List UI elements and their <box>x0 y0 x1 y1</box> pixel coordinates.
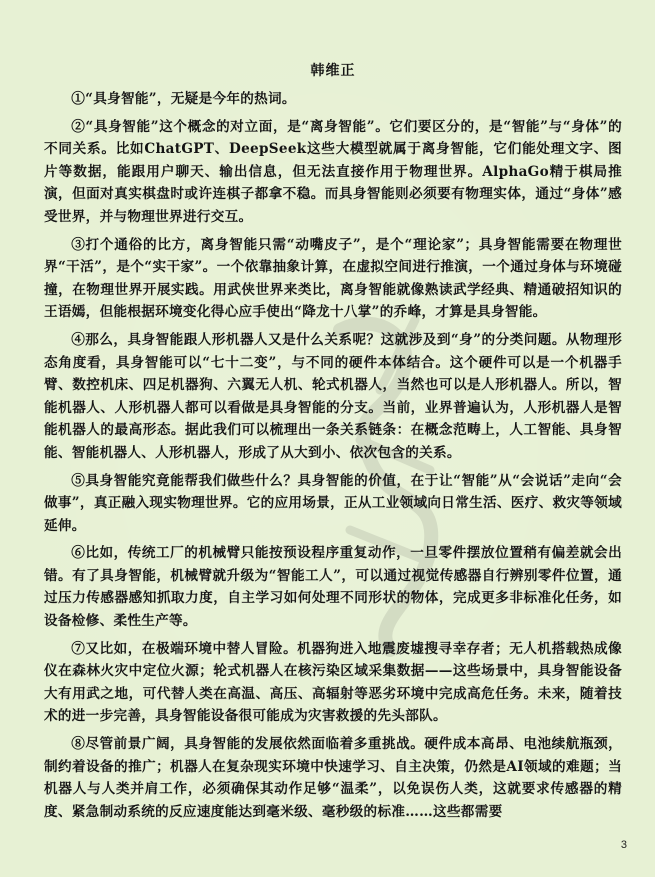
paragraph-8: ⑧尽管前景广阔，具身智能的发展依然面临着多重挑战。硬件成本高昂、电池续航瓶颈，制约着设备的推广；机器人在复杂现实环境中快速学习、自主决策，仍然是AI领域的难题；当机器人与人类并肩工作，必须确保其动作足够“温柔”，以免误伤人类，这就要求传感器的精度、紧急制动系统的反应速度能达到毫米级、毫秒级的标准……这些都需要 <box>44 736 622 820</box>
article-body <box>44 60 622 828</box>
paragraph-1: ①“具身智能”，无疑是今年的热词。 <box>71 91 296 107</box>
paragraph-5: ⑤具身智能究竟能帮我们做些什么？具身智能的价值，在于让“智能”从“会说话”走向“会做事”，真正融入现实物理世界。它的应用场景，正从工业领域向日常生活、医疗、救灾等领域延伸。 <box>44 472 622 534</box>
paragraph-6: ⑥比如，传统工厂的机械臂只能按预设程序重复动作，一旦零件摆放位置稍有偏差就会出错。有了具身智能，机械臂就升级为“智能工人”，可以通过视觉传感器自行辨别零件位置，通过压力传感器感知抓取力度，自主学习如何处理不同形状的物体，完成更多非标准化任务，如设备检修、柔性生产等。 <box>44 545 622 630</box>
paragraph-4: ④那么，具身智能跟人形机器人又是什么关系呢？这就涉及到“身”的分类问题。从物理形态角度看，具身智能可以“七十二变”，与不同的硬件本体结合。这个硬件可以是一个机器手臂、数控机床、四足机器狗、六翼无人机、轮式机器人，当然也可以是人形机器人。所以，智能机器人、人形机器人都可以看做是具身智能的分支。当前，业界普遍认为，人形机器人是智能机器人的最高形态。据此我们可以梳理出一条关系链条：在概念范畴上，人工智能、具身智能、智能机器人、人形机器人，形成了从大到小、依次包含的关系。 <box>44 331 622 461</box>
paragraph-7: ⑦又比如，在极端环境中替人冒险。机器狗进入地震废墟搜寻幸存者；无人机搭载热成像仪在森林火灾中定位火源；轮式机器人在核污染区域采集数据——这些场景中，具身智能设备大有用武之地，可代替人类在高温、高压、高辐射等恶劣环境中完成高危任务。未来，随着技术的进一步完善，具身智能设备很可能成为灾害救援的先头部队。 <box>44 640 622 725</box>
paragraph-2: ②“具身智能”这个概念的对立面，是“离身智能”。它们要区分的，是“智能”与“身体”的不同关系。比如ChatGPT、DeepSeek这些大模型就属于离身智能，它们能处理文字、图片等数据，能跟用户聊天、输出信息，但无法直接作用于物理世界。AlphaGo精于棋局推演，但面对真实棋盘时或许连棋子都拿不稳。而具身智能则必须要有物理实体，通过“身体”感受世界，并与物理世界进行交互。 <box>44 118 622 225</box>
paragraph-3: ③打个通俗的比方，离身智能只需“动嘴皮子”，是个“理论家”；具身智能需要在物理世界“干活”，是个“实干家”。一个依靠抽象计算，在虚拟空间进行推演，一个通过身体与环境碰撞，在物理世界开展实践。用武侠世界来类比，离身智能就像熟读武学经典、精通破招知识的王语嫣，但能根据环境变化得心应手使出“降龙十八掌”的乔峰，才算是具身智能。 <box>44 236 622 321</box>
page-number: 3 <box>620 839 627 851</box>
author-name: 韩维正 <box>310 63 356 79</box>
